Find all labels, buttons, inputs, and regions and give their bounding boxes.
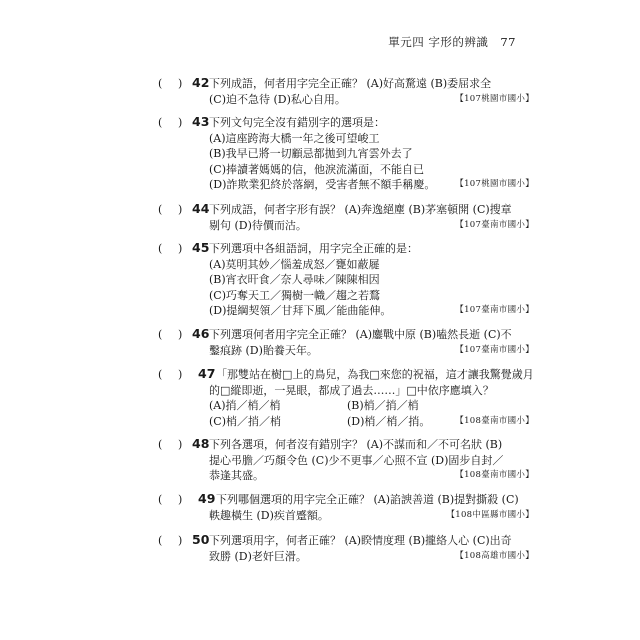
question-number: 44 bbox=[192, 201, 210, 216]
option-a: (A)這座跨海大橋一年之後可望峻工 bbox=[209, 131, 380, 145]
exam-source: 【108臺南市國小】 bbox=[455, 415, 534, 426]
question-48: ( ) 48 下列各選項，何者沒有錯別字？ (A)不謀而和／不可名狀 (B) 提心弔膽／巧顏令色 (C)少不更事／心照不宣 (D)固步自封／ 恭逢其盛。 【108臺南市國小】 bbox=[158, 436, 534, 482]
question-number: 50 bbox=[192, 532, 210, 547]
question-text: 下列各選項，何者沒有錯別字？ (A)不謀而和／不可名狀 (B) bbox=[209, 438, 503, 451]
question-number: 48 bbox=[192, 436, 210, 451]
question-text: 致勝 (D)老奸巨滑。 bbox=[209, 549, 307, 563]
question-47: ( ) 47 「那雙站在樹□上的鳥兒，為我□來您的祝福，這才讓我驚覺歲月 的□縱即逝，一晃眼，都成了過去……」□中依序應填入？ (A)捎／梢／梢 (B)梢／捎／梢 (C)梢／捎／梢 (D)梢／梢／捎。 【108臺南市國小】 bbox=[158, 366, 534, 428]
question-text: 鑿痕跡 (D)貽養天年。 bbox=[209, 343, 318, 357]
question-text: 下列選項中各組語詞，用字完全正確的是： bbox=[209, 242, 418, 255]
question-46: ( ) 46 下列選項何者用字完全正確？ (A)鏖戰中原 (B)嗑然長逝 (C)不 鑿痕跡 (D)貽養天年。 【107臺南市國小】 bbox=[158, 326, 534, 357]
option-b: (B)梢／捎／梢 bbox=[347, 399, 419, 412]
question-43: ( ) 43 下列文句完全沒有錯別字的選項是： (A)這座跨海大橋一年之後可望峻工 (B)我早已將一切顧忌都拋到九宵雲外去了 (C)捧讀著媽媽的信，他淚流滿面，不能自已 (D)詐欺業犯終於落網，受害者無不額手稱慶。 【107桃園市國小】 bbox=[158, 114, 534, 191]
question-text: 的□縱即逝，一晃眼，都成了過去……」□中依序應填入？ bbox=[209, 383, 494, 397]
question-text: 提心弔膽／巧顏令色 (C)少不更事／心照不宣 (D)固步自封／ bbox=[209, 453, 504, 467]
option-d: (D)提綱契領／甘拜下風／能曲能伸。 bbox=[209, 304, 392, 317]
question-text: 下列成語，何者字形有誤？ (A)奔逸絕塵 (B)茅塞頓開 (C)搜章 bbox=[209, 203, 512, 216]
question-number: 43 bbox=[192, 114, 210, 129]
exam-source: 【108中區縣市國小】 bbox=[446, 509, 534, 520]
question-number: 42 bbox=[192, 75, 210, 90]
question-number: 47 bbox=[198, 366, 216, 381]
question-50: ( ) 50 下列選項用字，何者正確？ (A)睽情度理 (B)攏絡人心 (C)出奇 致勝 (D)老奸巨滑。 【108高雄市國小】 bbox=[158, 532, 534, 563]
question-text: 下列哪個選項的用字完全正確？ (A)諂諛善道 (B)提對撕殺 (C) bbox=[216, 493, 519, 506]
question-44: ( ) 44 下列成語，何者字形有誤？ (A)奔逸絕塵 (B)茅塞頓開 (C)搜章 剔句 (D)待價而沽。 【107臺南市國小】 bbox=[158, 201, 534, 232]
question-text: 下列選項用字，何者正確？ (A)睽情度理 (B)攏絡人心 (C)出奇 bbox=[209, 534, 512, 547]
option-c: (C)梢／捎／梢 bbox=[209, 414, 281, 428]
exam-source: 【107臺南市國小】 bbox=[455, 305, 534, 315]
question-text: 下列成語，何者用字完全正確？ (A)好高騖遠 (B)委屈求全 bbox=[209, 77, 492, 90]
chapter-title: 單元四 字形的辨識 bbox=[388, 35, 489, 49]
question-text: 恭逢其盛。 bbox=[209, 469, 264, 482]
question-49: ( ) 49 下列哪個選項的用字完全正確？ (A)諂諛善道 (B)提對撕殺 (C) 軼趣橫生 (D)疾首蹙額。 【108中區縣市國小】 bbox=[158, 491, 534, 522]
question-42: ( ) 42 下列成語，何者用字完全正確？ (A)好高騖遠 (B)委屈求全 (C)迫不急待 (D)私心自用。 【107桃園市國小】 bbox=[158, 75, 534, 106]
page-header bbox=[388, 34, 516, 50]
page-number: 77 bbox=[500, 35, 516, 49]
exam-source: 【108高雄市國小】 bbox=[455, 550, 534, 561]
question-number: 49 bbox=[198, 491, 216, 506]
question-text: 軼趣橫生 (D)疾首蹙額。 bbox=[209, 508, 329, 522]
exam-source: 【107臺南市國小】 bbox=[455, 344, 534, 355]
question-text: (C)迫不急待 (D)私心自用。 bbox=[209, 92, 346, 106]
question-number: 46 bbox=[192, 326, 210, 341]
option-a: (A)莫明其妙／惱羞成怒／甕如蔽屣 bbox=[209, 257, 380, 271]
option-c: (C)捧讀著媽媽的信，他淚流滿面，不能自已 bbox=[209, 162, 424, 176]
question-text: 下列文句完全沒有錯別字的選項是： bbox=[209, 116, 385, 129]
exam-source: 【107桃園市國小】 bbox=[455, 179, 534, 189]
option-d: (D)梢／梢／捎。 bbox=[347, 414, 431, 428]
question-text: 下列選項何者用字完全正確？ (A)鏖戰中原 (B)嗑然長逝 (C)不 bbox=[209, 328, 512, 341]
exam-source: 【107臺南市國小】 bbox=[455, 219, 534, 230]
exam-source: 【107桃園市國小】 bbox=[455, 93, 534, 104]
option-a: (A)捎／梢／梢 bbox=[209, 399, 281, 412]
question-number: 45 bbox=[192, 240, 210, 255]
exam-source: 【108臺南市國小】 bbox=[455, 470, 534, 480]
option-b: (B)宵衣旰食／奈人尋味／陳陳相因 bbox=[209, 273, 380, 286]
question-text: 「那雙站在樹□上的鳥兒，為我□來您的祝福，這才讓我驚覺歲月 bbox=[216, 368, 534, 381]
option-c: (C)巧奪天工／獨樹一幟／趨之若鶩 bbox=[209, 288, 380, 302]
option-d: (D)詐欺業犯終於落網，受害者無不額手稱慶。 bbox=[209, 178, 436, 191]
option-b: (B)我早已將一切顧忌都拋到九宵雲外去了 bbox=[209, 147, 413, 160]
question-45: ( ) 45 下列選項中各組語詞，用字完全正確的是： (A)莫明其妙／惱羞成怒／甕如蔽屣 (B)宵衣旰食／奈人尋味／陳陳相因 (C)巧奪天工／獨樹一幟／趨之若鶩 (D)提綱契領／甘拜下風／能曲能伸。 【107臺南市國小】 bbox=[158, 240, 534, 317]
question-text: 剔句 (D)待價而沽。 bbox=[209, 218, 307, 232]
